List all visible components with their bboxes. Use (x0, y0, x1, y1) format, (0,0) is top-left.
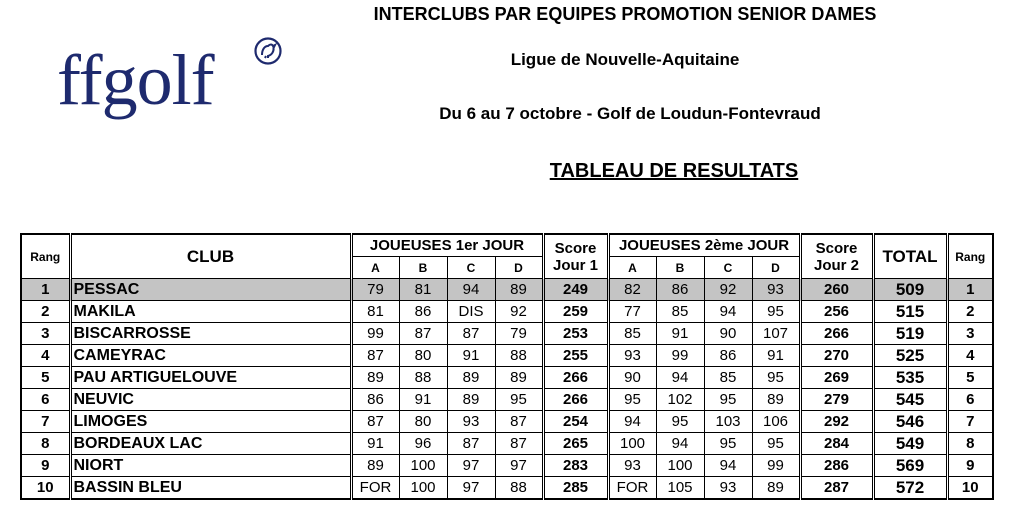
rank-end-cell: 1 (947, 279, 993, 301)
day2-score-cell: 95 (704, 433, 752, 455)
day1-total-cell: 259 (543, 301, 608, 323)
rank-cell: 9 (21, 455, 70, 477)
day1-score-cell: 81 (351, 301, 399, 323)
day1-score-cell: 91 (399, 389, 447, 411)
day1-score-cell: 88 (399, 367, 447, 389)
day1-score-cell: 91 (447, 345, 495, 367)
day1-score-cell: 87 (351, 411, 399, 433)
day1-score-cell: 89 (351, 455, 399, 477)
day2-score-cell: 85 (704, 367, 752, 389)
day2-score-cell: 77 (608, 301, 656, 323)
header-day1-players: JOUEUSES 1er JOUR (351, 234, 543, 257)
total-cell: 515 (873, 301, 947, 323)
total-cell: 509 (873, 279, 947, 301)
day1-score-cell: 89 (495, 279, 543, 301)
header-rang-end: Rang (947, 234, 993, 279)
rank-end-cell: 8 (947, 433, 993, 455)
day1-score-cell: 79 (495, 323, 543, 345)
day2-score-cell: 93 (752, 279, 800, 301)
day2-score-cell: 94 (704, 301, 752, 323)
day1-score-cell: 86 (351, 389, 399, 411)
day2-score-cell: 90 (704, 323, 752, 345)
day1-score-cell: 91 (351, 433, 399, 455)
table-row (21, 279, 993, 301)
header-player-d: D (752, 257, 800, 279)
rank-cell: 10 (21, 477, 70, 500)
day2-score-cell: 91 (752, 345, 800, 367)
rank-cell: 6 (21, 389, 70, 411)
header-score-day2 (800, 234, 873, 279)
day1-score-cell: 97 (447, 477, 495, 500)
day2-score-cell: 92 (704, 279, 752, 301)
score-day2-line1: Score (815, 239, 858, 257)
header-rang: Rang (21, 234, 70, 279)
day1-score-cell: 95 (495, 389, 543, 411)
day1-total-cell: 253 (543, 323, 608, 345)
day1-score-cell: 87 (495, 411, 543, 433)
day1-score-cell: 87 (447, 433, 495, 455)
day2-score-cell: 95 (752, 433, 800, 455)
table-row (21, 433, 993, 455)
day1-score-cell: 92 (495, 301, 543, 323)
logo-text: ffgolf (57, 40, 214, 120)
score-day2-line2: Jour 2 (813, 256, 859, 274)
club-cell: MAKILA (70, 301, 351, 323)
day1-score-cell: 89 (351, 367, 399, 389)
total-cell: 519 (873, 323, 947, 345)
day2-score-cell: 107 (752, 323, 800, 345)
day2-score-cell: 95 (704, 389, 752, 411)
event-dates: Du 6 au 7 octobre - Golf de Loudun-Fontevraud (439, 104, 821, 123)
day2-score-cell: 94 (608, 411, 656, 433)
day1-total-cell: 255 (543, 345, 608, 367)
total-cell: 525 (873, 345, 947, 367)
day2-total-cell: 266 (800, 323, 873, 345)
table-row (21, 345, 993, 367)
day2-score-cell: 86 (656, 279, 704, 301)
day2-score-cell: 106 (752, 411, 800, 433)
day1-score-cell: 86 (399, 301, 447, 323)
club-cell: NIORT (70, 455, 351, 477)
day1-score-cell: 100 (399, 455, 447, 477)
day1-score-cell: 80 (399, 411, 447, 433)
day2-score-cell: 94 (704, 455, 752, 477)
day2-score-cell: 89 (752, 389, 800, 411)
day2-score-cell: 91 (656, 323, 704, 345)
table-row (21, 411, 993, 433)
header-player-a: A (608, 257, 656, 279)
rank-cell: 4 (21, 345, 70, 367)
header-player-c: C (447, 257, 495, 279)
day1-score-cell: 97 (447, 455, 495, 477)
day2-total-cell: 284 (800, 433, 873, 455)
day2-total-cell: 287 (800, 477, 873, 500)
header-day2-players: JOUEUSES 2ème JOUR (608, 234, 800, 257)
day2-score-cell: 93 (704, 477, 752, 500)
day2-score-cell: 85 (656, 301, 704, 323)
day1-score-cell: 89 (447, 389, 495, 411)
rank-end-cell: 9 (947, 455, 993, 477)
results-body (21, 279, 993, 500)
score-day1-line2: Jour 1 (552, 256, 598, 274)
rank-cell: 3 (21, 323, 70, 345)
day2-score-cell: 99 (752, 455, 800, 477)
rank-end-cell: 3 (947, 323, 993, 345)
rank-end-cell: 6 (947, 389, 993, 411)
total-cell: 572 (873, 477, 947, 500)
day2-score-cell: 95 (752, 301, 800, 323)
day2-score-cell: 103 (704, 411, 752, 433)
day1-total-cell: 249 (543, 279, 608, 301)
rank-cell: 1 (21, 279, 70, 301)
day1-total-cell: 265 (543, 433, 608, 455)
table-row (21, 301, 993, 323)
day2-score-cell: 100 (608, 433, 656, 455)
rank-cell: 2 (21, 301, 70, 323)
day2-total-cell: 270 (800, 345, 873, 367)
table-row (21, 477, 993, 500)
day2-score-cell: 89 (752, 477, 800, 500)
day2-total-cell: 286 (800, 455, 873, 477)
table-row (21, 455, 993, 477)
day1-score-cell: FOR (351, 477, 399, 500)
day1-score-cell: 87 (351, 345, 399, 367)
total-cell: 569 (873, 455, 947, 477)
day1-score-cell: 99 (351, 323, 399, 345)
rank-cell: 7 (21, 411, 70, 433)
club-cell: BISCARROSSE (70, 323, 351, 345)
day1-total-cell: 283 (543, 455, 608, 477)
day2-total-cell: 292 (800, 411, 873, 433)
day2-score-cell: 85 (608, 323, 656, 345)
day1-score-cell: 89 (447, 367, 495, 389)
day1-score-cell: 93 (447, 411, 495, 433)
day2-score-cell: 93 (608, 345, 656, 367)
rank-end-cell: 10 (947, 477, 993, 500)
club-cell: BORDEAUX LAC (70, 433, 351, 455)
rank-end-cell: 5 (947, 367, 993, 389)
header-player-a: A (351, 257, 399, 279)
club-cell: BASSIN BLEU (70, 477, 351, 500)
day2-score-cell: 100 (656, 455, 704, 477)
club-cell: PAU ARTIGUELOUVE (70, 367, 351, 389)
page-title: INTERCLUBS PAR EQUIPES PROMOTION SENIOR DAMES (373, 4, 877, 24)
day2-score-cell: 82 (608, 279, 656, 301)
rank-end-cell: 4 (947, 345, 993, 367)
day2-total-cell: 279 (800, 389, 873, 411)
club-cell: PESSAC (70, 279, 351, 301)
header-club: CLUB (70, 234, 351, 279)
day1-score-cell: 87 (447, 323, 495, 345)
day2-score-cell: 93 (608, 455, 656, 477)
header-player-d: D (495, 257, 543, 279)
day1-score-cell: 80 (399, 345, 447, 367)
table-row (21, 323, 993, 345)
day2-score-cell: 95 (608, 389, 656, 411)
header-player-c: C (704, 257, 752, 279)
day1-score-cell: 97 (495, 455, 543, 477)
day1-score-cell: 96 (399, 433, 447, 455)
day1-total-cell: 285 (543, 477, 608, 500)
rank-cell: 8 (21, 433, 70, 455)
day1-score-cell: 87 (399, 323, 447, 345)
day2-total-cell: 256 (800, 301, 873, 323)
day1-score-cell: 100 (399, 477, 447, 500)
header-row (21, 234, 993, 257)
day2-total-cell: 269 (800, 367, 873, 389)
club-cell: LIMOGES (70, 411, 351, 433)
results-subtitle: TABLEAU DE RESULTATS (549, 160, 799, 182)
day1-score-cell: 88 (495, 345, 543, 367)
day2-score-cell: 90 (608, 367, 656, 389)
rank-cell: 5 (21, 367, 70, 389)
rank-end-cell: 2 (947, 301, 993, 323)
club-cell: CAMEYRAC (70, 345, 351, 367)
day1-total-cell: 266 (543, 367, 608, 389)
day2-score-cell: 102 (656, 389, 704, 411)
day1-total-cell: 254 (543, 411, 608, 433)
total-cell: 549 (873, 433, 947, 455)
day1-score-cell: 79 (351, 279, 399, 301)
day1-score-cell: 87 (495, 433, 543, 455)
day2-score-cell: 95 (752, 367, 800, 389)
day1-score-cell: 88 (495, 477, 543, 500)
day2-score-cell: 94 (656, 433, 704, 455)
header-player-b: B (399, 257, 447, 279)
club-cell: NEUVIC (70, 389, 351, 411)
day1-score-cell: 94 (447, 279, 495, 301)
total-cell: 545 (873, 389, 947, 411)
results-table (20, 233, 994, 500)
day1-total-cell: 266 (543, 389, 608, 411)
score-day1-line1: Score (554, 239, 597, 257)
table-row (21, 389, 993, 411)
day2-score-cell: 94 (656, 367, 704, 389)
header-score-day1 (543, 234, 608, 279)
day2-score-cell: 86 (704, 345, 752, 367)
day1-score-cell: 81 (399, 279, 447, 301)
total-cell: 535 (873, 367, 947, 389)
day2-score-cell: 99 (656, 345, 704, 367)
day1-score-cell: 89 (495, 367, 543, 389)
day2-score-cell: 95 (656, 411, 704, 433)
day1-score-cell: DIS (447, 301, 495, 323)
day2-score-cell: 105 (656, 477, 704, 500)
day2-score-cell: FOR (608, 477, 656, 500)
day2-total-cell: 260 (800, 279, 873, 301)
rank-end-cell: 7 (947, 411, 993, 433)
header-player-b: B (656, 257, 704, 279)
header-total: TOTAL (873, 234, 947, 279)
league-name: Ligue de Nouvelle-Aquitaine (510, 50, 740, 69)
total-cell: 546 (873, 411, 947, 433)
table-row (21, 367, 993, 389)
